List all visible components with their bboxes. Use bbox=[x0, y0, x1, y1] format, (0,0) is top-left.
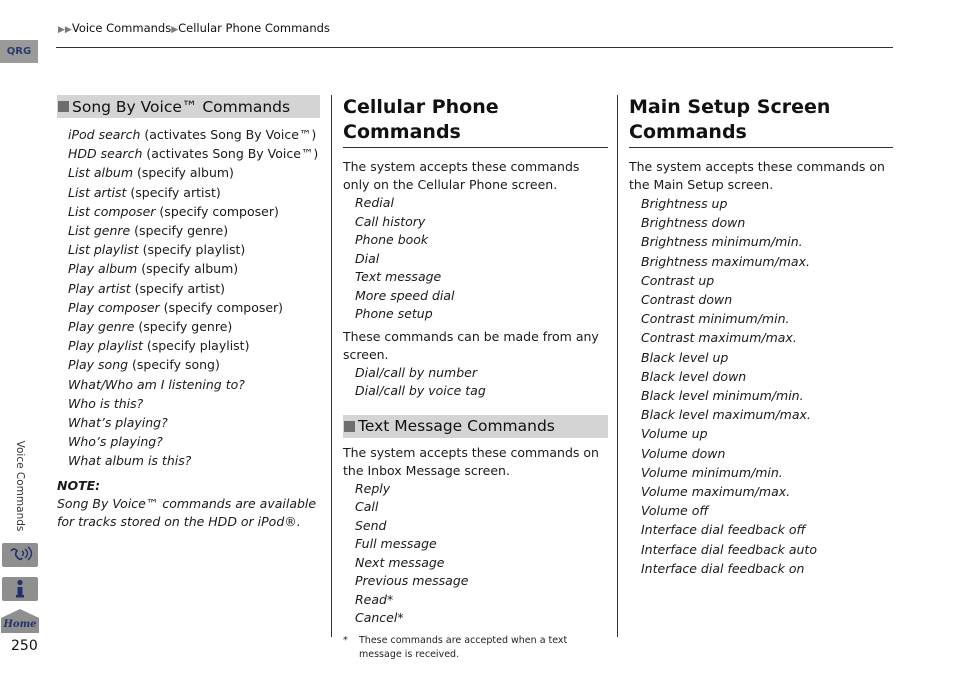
footnote-mark: * bbox=[343, 634, 348, 646]
header-rule bbox=[56, 47, 893, 48]
list-item bbox=[641, 444, 893, 463]
command-name: Phone book bbox=[355, 232, 429, 247]
command-name: List artist bbox=[68, 184, 127, 200]
command-description: (specify composer) bbox=[159, 299, 284, 315]
list-item bbox=[68, 336, 320, 355]
home-icon[interactable] bbox=[0, 608, 40, 634]
note-heading: NOTE: bbox=[57, 477, 101, 493]
voice-commands-nav-button[interactable] bbox=[2, 543, 38, 567]
command-name: What/Who am I listening to? bbox=[68, 376, 245, 392]
list-item bbox=[355, 591, 608, 610]
main-setup-command-list bbox=[641, 194, 893, 578]
section-header bbox=[343, 415, 608, 438]
list-item bbox=[355, 194, 608, 213]
cellular-intro: The system accepts these commands only on the Cellular Phone screen. bbox=[343, 159, 580, 192]
list-item bbox=[641, 520, 893, 539]
list-item bbox=[355, 554, 608, 573]
any-screen-command-list bbox=[355, 364, 608, 401]
command-name: Contrast minimum/min. bbox=[641, 311, 790, 327]
command-name: Dial bbox=[355, 250, 380, 266]
footnote-text: These commands are accepted when a text message is received. bbox=[359, 634, 568, 660]
command-name: Volume down bbox=[641, 445, 726, 461]
column-divider bbox=[331, 95, 332, 637]
list-item bbox=[355, 364, 608, 383]
list-item bbox=[355, 535, 608, 554]
list-item bbox=[355, 213, 608, 232]
breadcrumb-arrow-icon: ▶ bbox=[171, 25, 179, 35]
section-title: Main Setup Screen Commands bbox=[629, 95, 893, 148]
command-name: What album is this? bbox=[68, 453, 192, 469]
list-item bbox=[68, 451, 320, 470]
command-name: Contrast up bbox=[641, 272, 715, 288]
command-name: Interface dial feedback on bbox=[641, 560, 805, 576]
list-item bbox=[641, 482, 893, 501]
list-item bbox=[641, 252, 893, 271]
command-name: Play song bbox=[68, 357, 129, 373]
list-item bbox=[68, 240, 320, 259]
song-by-voice-list bbox=[68, 125, 320, 471]
section-title: Text Message Commands bbox=[358, 417, 555, 435]
list-item bbox=[355, 498, 608, 517]
list-item bbox=[355, 609, 608, 628]
list-item bbox=[68, 279, 320, 298]
command-description: (activates Song By Voice™) bbox=[142, 146, 319, 162]
command-name: Black level maximum/max. bbox=[641, 407, 811, 423]
list-item bbox=[641, 367, 893, 386]
list-item bbox=[641, 213, 893, 232]
list-item bbox=[68, 355, 320, 374]
list-item bbox=[68, 202, 320, 221]
command-name: Brightness up bbox=[641, 196, 728, 211]
list-item bbox=[355, 231, 608, 250]
command-description: (specify song) bbox=[128, 357, 220, 373]
list-item bbox=[355, 305, 608, 324]
list-item bbox=[68, 144, 320, 163]
list-item bbox=[68, 298, 320, 317]
command-name: More speed dial bbox=[355, 287, 455, 303]
list-item bbox=[68, 259, 320, 278]
list-item bbox=[641, 290, 893, 309]
breadcrumb-current: Cellular Phone Commands bbox=[178, 21, 330, 35]
page-number: 250 bbox=[11, 638, 38, 654]
command-name: Interface dial feedback off bbox=[641, 522, 806, 538]
command-description: (specify genre) bbox=[134, 319, 233, 335]
chapter-side-label: Voice Commands bbox=[14, 440, 26, 532]
command-description: (specify playlist) bbox=[142, 338, 250, 354]
command-name: Cancel* bbox=[355, 610, 404, 625]
command-name: Play playlist bbox=[68, 338, 143, 354]
command-name: HDD search bbox=[68, 146, 143, 162]
song-by-voice-section bbox=[57, 95, 320, 531]
command-description: (activates Song By Voice™) bbox=[140, 127, 317, 142]
column-divider bbox=[617, 95, 618, 637]
list-item bbox=[355, 517, 608, 536]
breadcrumb bbox=[58, 21, 330, 35]
command-name: Phone setup bbox=[355, 306, 433, 321]
list-item bbox=[68, 432, 320, 451]
info-icon bbox=[13, 579, 27, 599]
command-description: (specify artist) bbox=[130, 280, 225, 296]
qrg-label: QRG bbox=[6, 46, 32, 57]
list-item bbox=[641, 424, 893, 443]
note-text: Song By Voice™ commands are available for tracks stored on the HDD or iPod®. bbox=[57, 495, 317, 529]
command-name: Brightness maximum/max. bbox=[641, 253, 810, 269]
list-item bbox=[68, 413, 320, 432]
any-screen-text: These commands can be made from any screen. bbox=[343, 328, 599, 362]
command-name: Send bbox=[355, 517, 387, 533]
list-item bbox=[641, 232, 893, 251]
command-name: List composer bbox=[68, 203, 156, 219]
breadcrumb-link-voice-commands[interactable]: Voice Commands bbox=[71, 21, 172, 35]
command-name: iPod search bbox=[68, 127, 141, 142]
command-name: Read* bbox=[355, 591, 394, 607]
list-item bbox=[68, 317, 320, 336]
voice-command-icon bbox=[7, 545, 33, 565]
list-item bbox=[355, 572, 608, 591]
command-name: Volume up bbox=[641, 426, 708, 442]
section-header bbox=[57, 95, 320, 118]
command-description: (specify playlist) bbox=[138, 242, 246, 258]
qrg-tab[interactable] bbox=[0, 40, 38, 63]
command-description: (specify composer) bbox=[155, 203, 279, 219]
command-name: Play artist bbox=[68, 280, 131, 296]
list-item bbox=[355, 268, 608, 287]
main-setup-section bbox=[629, 95, 893, 578]
list-item bbox=[68, 125, 320, 144]
list-item bbox=[641, 348, 893, 367]
command-name: Play album bbox=[68, 261, 138, 277]
list-item bbox=[641, 463, 893, 482]
command-name: Black level minimum/min. bbox=[641, 388, 804, 404]
list-item bbox=[355, 382, 608, 401]
list-item bbox=[355, 480, 608, 499]
command-name: Interface dial feedback auto bbox=[641, 541, 817, 557]
list-item bbox=[641, 386, 893, 405]
command-name: Call history bbox=[355, 213, 426, 229]
command-name: Volume minimum/min. bbox=[641, 464, 783, 480]
command-name: Contrast down bbox=[641, 292, 733, 308]
list-item bbox=[641, 501, 893, 520]
list-item bbox=[68, 221, 320, 240]
command-name: Play genre bbox=[68, 319, 135, 335]
command-name: Call bbox=[355, 499, 379, 514]
info-nav-button[interactable] bbox=[2, 577, 38, 601]
command-name: Play composer bbox=[68, 299, 160, 315]
text-message-command-list bbox=[355, 480, 608, 628]
command-name: Redial bbox=[355, 195, 394, 210]
command-name: Text message bbox=[355, 269, 442, 284]
home-label: Home bbox=[3, 619, 37, 630]
footnote bbox=[343, 634, 608, 662]
command-description: (specify artist) bbox=[126, 184, 221, 200]
list-item bbox=[641, 540, 893, 559]
page-title: Cellular Phone Commands bbox=[343, 95, 608, 148]
list-item bbox=[641, 405, 893, 424]
list-item bbox=[68, 375, 320, 394]
section-square-icon bbox=[58, 101, 69, 112]
list-item bbox=[68, 394, 320, 413]
command-name: Volume off bbox=[641, 503, 709, 519]
section-title: Song By Voice™ Commands bbox=[72, 97, 291, 116]
list-item bbox=[641, 309, 893, 328]
list-item bbox=[641, 328, 893, 347]
command-name: Dial/call by number bbox=[355, 364, 477, 380]
list-item bbox=[355, 287, 608, 306]
list-item bbox=[641, 194, 893, 213]
list-item bbox=[355, 250, 608, 269]
command-name: Volume maximum/max. bbox=[641, 484, 791, 500]
list-item bbox=[641, 271, 893, 290]
command-name: Reply bbox=[355, 480, 391, 496]
command-name: Who’s playing? bbox=[68, 434, 163, 450]
list-item bbox=[68, 183, 320, 202]
command-name: Dial/call by voice tag bbox=[355, 383, 486, 398]
cellular-command-list bbox=[355, 194, 608, 324]
list-item bbox=[68, 163, 320, 182]
cellular-phone-section bbox=[343, 95, 608, 662]
command-description: (specify album) bbox=[137, 261, 239, 277]
list-item bbox=[641, 559, 893, 578]
section-square-icon bbox=[344, 421, 355, 432]
command-name: List album bbox=[68, 165, 133, 181]
command-name: List playlist bbox=[68, 242, 139, 258]
command-description: (specify album) bbox=[133, 165, 234, 181]
command-name: Brightness down bbox=[641, 215, 746, 231]
command-name: Black level up bbox=[641, 349, 729, 365]
command-name: Previous message bbox=[355, 573, 469, 588]
command-name: Full message bbox=[355, 536, 437, 551]
command-description: (specify genre) bbox=[130, 223, 229, 239]
breadcrumb-arrow-icon: ▶▶ bbox=[58, 25, 72, 35]
main-setup-intro: The system accepts these commands on the Main Setup screen. bbox=[629, 159, 885, 192]
command-name: What’s playing? bbox=[68, 415, 168, 431]
command-name: Black level down bbox=[641, 368, 747, 384]
text-message-intro: The system accepts these commands on the Inbox Message screen. bbox=[343, 444, 599, 478]
command-name: List genre bbox=[68, 223, 131, 239]
command-name: Contrast maximum/max. bbox=[641, 330, 797, 346]
command-name: Brightness minimum/min. bbox=[641, 234, 803, 250]
command-name: Who is this? bbox=[68, 395, 144, 411]
command-name: Next message bbox=[355, 554, 445, 570]
